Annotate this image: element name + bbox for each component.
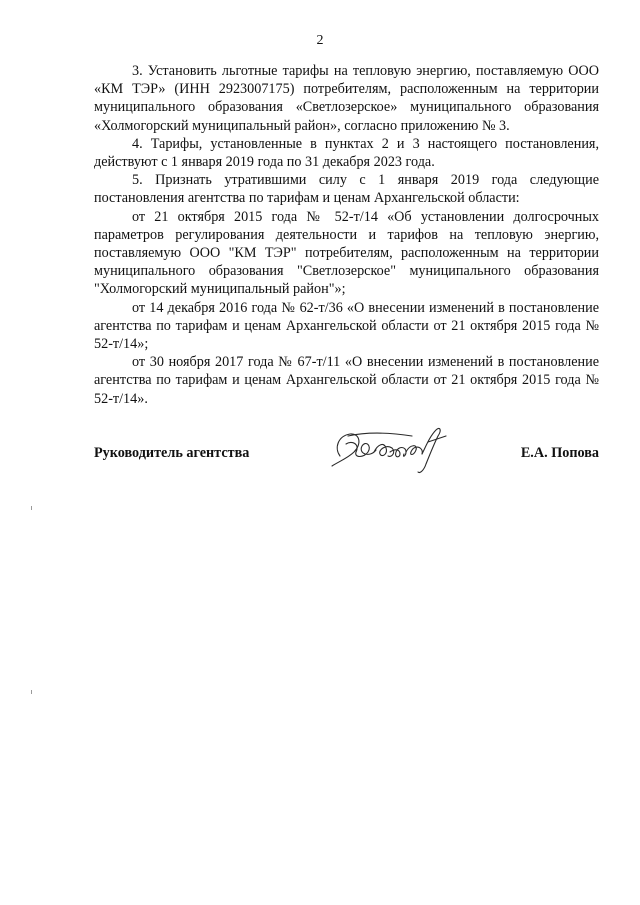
signature-block (94, 436, 599, 476)
repealed-resolution-2: от 14 декабря 2016 года № 62-т/36 «О внесении изменений в постановление агентства по тарифам и ценам Архангельской области от 21 октября 2015 года № 52-т/14»; (94, 299, 599, 353)
paragraph-item-3: 3. Установить льготные тарифы на тепловую энергию, поставляемую ООО «КМ ТЭР» (ИНН 2923007175) потребителям, расположенным на территории муниципального образования «Светлозерское» муниципального образования «Холмогорский муниципальный район», согласно приложению № 3. (94, 63, 599, 134)
repealed-resolution-3: от 30 ноября 2017 года № 67-т/11 «О внесении изменений в постановление агентства по тарифам и ценам Архангельской области от 21 октября 2015 года № 52-т/14». (94, 354, 599, 407)
page-number: 2 (316, 33, 324, 48)
repealed-resolution-1: от 21 октября 2015 года № 52-т/14 «Об установлении долгосрочных параметров регулирования деятельности и тарифов на тепловую энергию, поставляемую ООО "КМ ТЭР" потребителям, расположенным на территории муниципального образования "Светлозерское" муниципального образования "Холмогорский муниципальный район"»; (94, 208, 599, 298)
scan-margin-mark (31, 690, 32, 694)
signatory-title: Руководитель агентства (94, 445, 250, 461)
paragraph-item-4: 4. Тарифы, установленные в пунктах 2 и 3 настоящего постановления, действуют с 1 января 2019 года по 31 декабря 2023 года. (94, 135, 599, 171)
document-body (94, 62, 599, 408)
signatory-name: Е.А. Попова (520, 445, 599, 461)
handwritten-signature (326, 422, 456, 478)
scan-margin-mark (31, 506, 32, 510)
paragraph-item-5: 5. Признать утратившими силу с 1 января 2019 года следующие постановления агентства по тарифам и ценам Архангельской области: (94, 172, 599, 207)
